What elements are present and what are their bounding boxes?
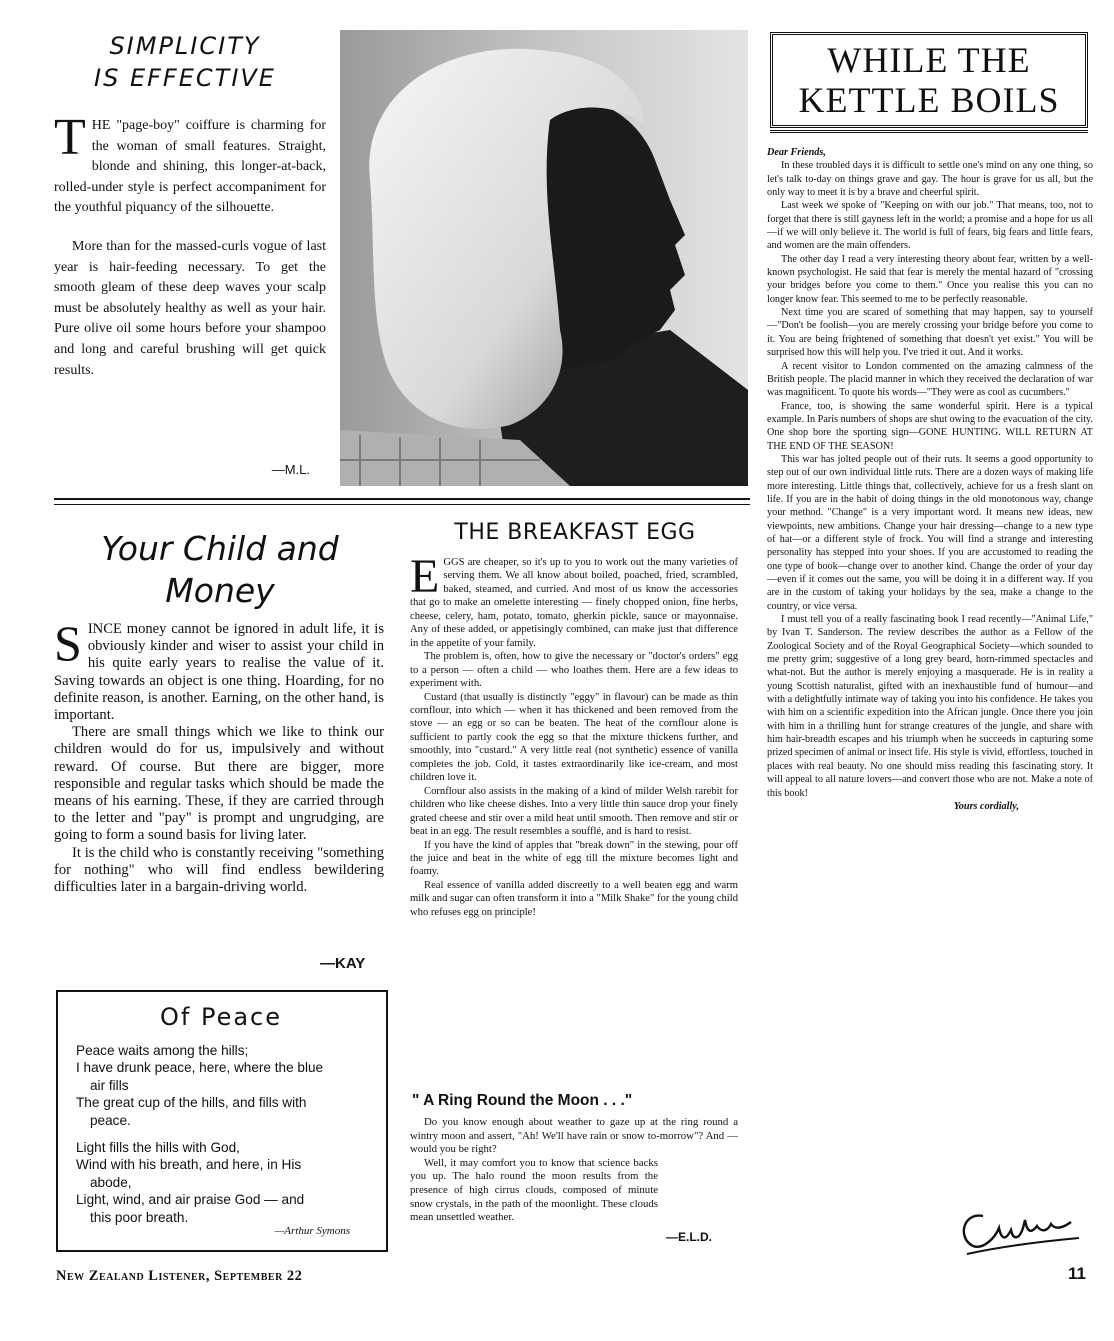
breakfast-egg-article: [410, 550, 738, 919]
kettle-closing: Yours cordially,: [953, 800, 1019, 812]
page-number: 11: [1068, 1264, 1086, 1283]
child-para1: [54, 615, 384, 724]
moon-article: [410, 1116, 738, 1225]
egg-para: [410, 550, 738, 650]
footer-publication: New Zealand Listener, September 22: [56, 1268, 303, 1284]
section-divider-thin: [54, 504, 750, 505]
peace-title: Of Peace: [159, 1003, 283, 1031]
poem-line: Light, wind, and air praise God — and: [76, 1192, 305, 1208]
moon-para1: Do you know enough about weather to gaze up at the ring round a wintry moon and assert, "Ah! We'll have rain or snow to-morrow"? And — would you be right?: [410, 1116, 738, 1156]
peace-poem: [76, 1042, 376, 1236]
simplicity-para1: [54, 109, 326, 219]
moon-title: " A Ring Round the Moon . . .": [412, 1092, 633, 1109]
simplicity-para2: More than for the massed-curls vogue of last year is hair-feeding necessary. To get the smooth gleam of these deep waves your scalp must be absolutely healthy as well as your hair. Pure olive oil some hours before your shampoo and long and careful brushing will get quick results.: [54, 238, 326, 378]
kettle-para: Next time you are scared of something that may happen, say to yourself—"Don't be foolish—you are merely crossing your bridge before you come to it. You are being frightened of something that doesn't yet exist." You will be surprised how this will help you. I've tried it out. And it works.: [767, 307, 1093, 359]
kettle-para: I must tell you of a really fascinating book I read recently—"Animal Life," by Ivan T. Sanderson. The review describes the author as a Fellow of the Zoological Society and of the Royal Geographical Society—which sounded to me pretty grim; suggestive of a long grey beard, horn-rimmed spectacles and what-not. But the author is merely enjoying a masquerade. He is in reality a young Scottish naturalist, gifted with an inexhaustible fund of humour—and with a delightfully intimate way of taking you into his confidence. He takes you with him on a scientific expedition into the African jungle. Once there you join with him in a thrilling hunt for strange creatures of the jungle, and share with him hair-breadth escapes and his triumph when he succeeds in capturing some prized specimen of animal or insect life. His style is vivid, effortless, touched in places with real beauty. No one should miss reading this fascinating story. It will appeal to all nature lovers—and convert those who are not. Make a note of this book!: [767, 614, 1093, 799]
egg-para: Custard (that usually is distinctly "eggy" in flavour) can be made as thin cornflour, into which — when it has thickened and been removed from the stove — an egg or so can be beaten. The heat of the cornflour alone is sufficient to partly cook the egg so that the mixture thickens further, and smoothly, into "custard." A very little real (not synthetic) essence of vanilla completes the job. Cold, it tastes extraordinarily like ice-cream, and most children love it.: [410, 691, 738, 784]
egg-para-text: GGS are cheaper, so it's up to you to work out the many varieties of serving them. We all know about boiled, poached, fried, scrambled, baked, steamed, and curried. And most of us know the accessories that go to make an omelette interesting — finely chopped onion, fine herbs, cheese, celery, ham, potato, tomato, gherkin pickle, sauce or mayonnaise. Any of these added, or appetisingly combined, can make just that difference in the appetite of your family.: [410, 557, 738, 649]
poem-line: Wind with his breath, and here, in His: [76, 1157, 302, 1173]
kettle-rule: [770, 130, 1088, 133]
poem-line: abode,: [90, 1174, 132, 1190]
kettle-title: [799, 40, 1060, 120]
cynthia-signature: [955, 1198, 1085, 1268]
child-author: —KAY: [320, 955, 366, 972]
poem-stanza: [76, 1042, 376, 1129]
kettle-title-line2: KETTLE BOILS: [798, 80, 1060, 120]
child-para1-text: INCE money cannot be ignored in adult life, it is obviously kinder and wiser to assist your child in his quite early years to realise the value of it. Saving towards an object is one thing. Hoarding, for no definite reason, is another. Earning, on the other hand, is important.: [54, 621, 384, 724]
moon-para2: Well, it may comfort you to know that science backs you up. The halo round the moon results from the presence of high cirrus clouds, composed of minute snow crystals, in the path of the moonlight. These clouds mean unsettled weather.: [410, 1156, 658, 1224]
child-money-article: [54, 615, 384, 896]
egg-para: Real essence of vanilla added discreetly to a well beaten egg and warm milk and sugar can often transform it into a "Milk Shake" for the young child who refuses egg on principle!: [410, 879, 738, 918]
kettle-para: The other day I read a very interesting theory about fear, written by a well-known psychologist. He said that fear is merely the mental hazard of "crossing your bridges before you come to them." Once you realise this you can no longer know fear. This seemed to me to be perfectly reasonable.: [767, 253, 1093, 305]
simplicity-dropcap: T: [54, 109, 86, 166]
kettle-salutation: Dear Friends,: [767, 147, 826, 158]
kettle-para: Last week we spoke of "Keeping on with our job." That means, too, not to forget that there is still gayness left in the world; a promise and a hope for us all—if we will only believe it. The world is full of fears, big fears and little fears, and women are the main offenders.: [767, 200, 1093, 252]
pageboy-hairstyle-photo: [340, 30, 748, 486]
simplicity-author: —M.L.: [271, 462, 310, 477]
poem-line: Light fills the hills with God,: [76, 1140, 240, 1156]
child-para3: It is the child who is constantly receiving "something for nothing" who will find endless bewildering difficulties later in a bargain-driving world.: [54, 844, 384, 896]
poem-line: this poor breath.: [90, 1209, 189, 1225]
poem-stanza: [76, 1139, 376, 1226]
child-money-title: [60, 528, 380, 612]
child-dropcap: S: [54, 615, 82, 671]
child-para2: There are small things which we like to think our children would do for us, impulsively and without reward. Of course. But there are bigger, more responsible and regular tasks which should be made the means of his earning. These, if they are carried through to the letter and "pay" is prompt and ungrudging, are going to form a sound basis for living later.: [54, 724, 384, 844]
section-divider: [54, 498, 750, 500]
kettle-para: France, too, is showing the same wonderful spirit. Here is a typical example. In Paris numbers of shops are shut owing to the evacuation of the city. One shop bore the sporting sign—GONE HUNTING. WILL RETURN AT THE END OF THE SEASON!: [767, 400, 1093, 452]
kettle-para: This war has jolted people out of their ruts. It seems a good opportunity to step out of our own individual little ruts. There are a dozen ways of making life more interesting. Little things that, collectively, achieve for us a fresh slant on life. If you are in the habit of doing things in the old monotonous way, change your method. "Change" is a very important word. It means new ideas, new viewpoints, new ambitions. Change your hair dressing—change to a new type of hat—or a different style of frock. You will find a strange and interesting personality has stepped into your shoes. If you are accustomed to reading the one type of book—change over to another kind. Change the order of your day—even if it comes out the same, you will be doing it in a different way. If you are in the custom of taking your holidays by the sea, make a change to the country, or vice versa.: [767, 453, 1093, 612]
simplicity-title-line2: IS EFFECTIVE: [94, 64, 276, 92]
kettle-title-box: [770, 32, 1088, 128]
child-title-line2: Money: [165, 571, 275, 610]
peace-author: —Arthur Symons: [274, 1225, 350, 1237]
poem-line: peace.: [90, 1112, 131, 1128]
kettle-article: [767, 146, 1093, 813]
simplicity-title: [60, 30, 310, 94]
moon-author: —E.L.D.: [666, 1230, 713, 1244]
simplicity-title-line1: SIMPLICITY: [109, 32, 261, 60]
signature-text: Cynthia: [1011, 1219, 1085, 1243]
poem-line: air fills: [90, 1077, 129, 1093]
kettle-para: A recent visitor to London commented on the amazing calmness of the British people. The placid manner in which they received the declaration of war was magnificent. To quote his words—"They were as cool as cucumbers.": [767, 360, 1093, 399]
simplicity-article: [54, 109, 326, 381]
kettle-title-line1: WHILE THE: [827, 40, 1031, 80]
poem-line: Peace waits among the hills;: [76, 1043, 249, 1058]
egg-para: If you have the kind of apples that "break down" in the stewing, pour off the juice and beat in the white of egg till the mixture becomes light and foamy.: [410, 839, 738, 878]
egg-para: The problem is, often, how to give the necessary or "doctor's orders" egg to a person — often a child — who loathes them. Here are a few ideas to experiment with.: [410, 651, 738, 690]
poem-line: The great cup of the hills, and fills with: [76, 1095, 307, 1111]
simplicity-para1-text: HE "page-boy" coiffure is charming for the woman of small features. Straight, blonde and shining, this longer-at-back, rolled-under style is perfect accompaniment for the youthful piquancy of the silhouette.: [54, 118, 326, 216]
kettle-para: In these troubled days it is difficult to settle one's mind on any one thing, so let's talk to-day on things grave and gay. The hour is grave for us all, but the only way to meet it is by a brave and cheerful spirit.: [767, 160, 1093, 199]
egg-para: Cornflour also assists in the making of a kind of milder Welsh rarebit for children who like cheese dishes. Into a very little thin sauce drop your finely grated cheese and stir over a mild heat until smooth. Then remove and stir or beat in an egg. The result resembles a soufflé, and is hard to resist.: [410, 785, 738, 838]
egg-dropcap: E: [410, 550, 440, 603]
poem-line: I have drunk peace, here, where the blue: [76, 1060, 324, 1076]
child-title-line1: Your Child and: [101, 529, 339, 568]
breakfast-egg-title: THE BREAKFAST EGG: [454, 520, 696, 545]
